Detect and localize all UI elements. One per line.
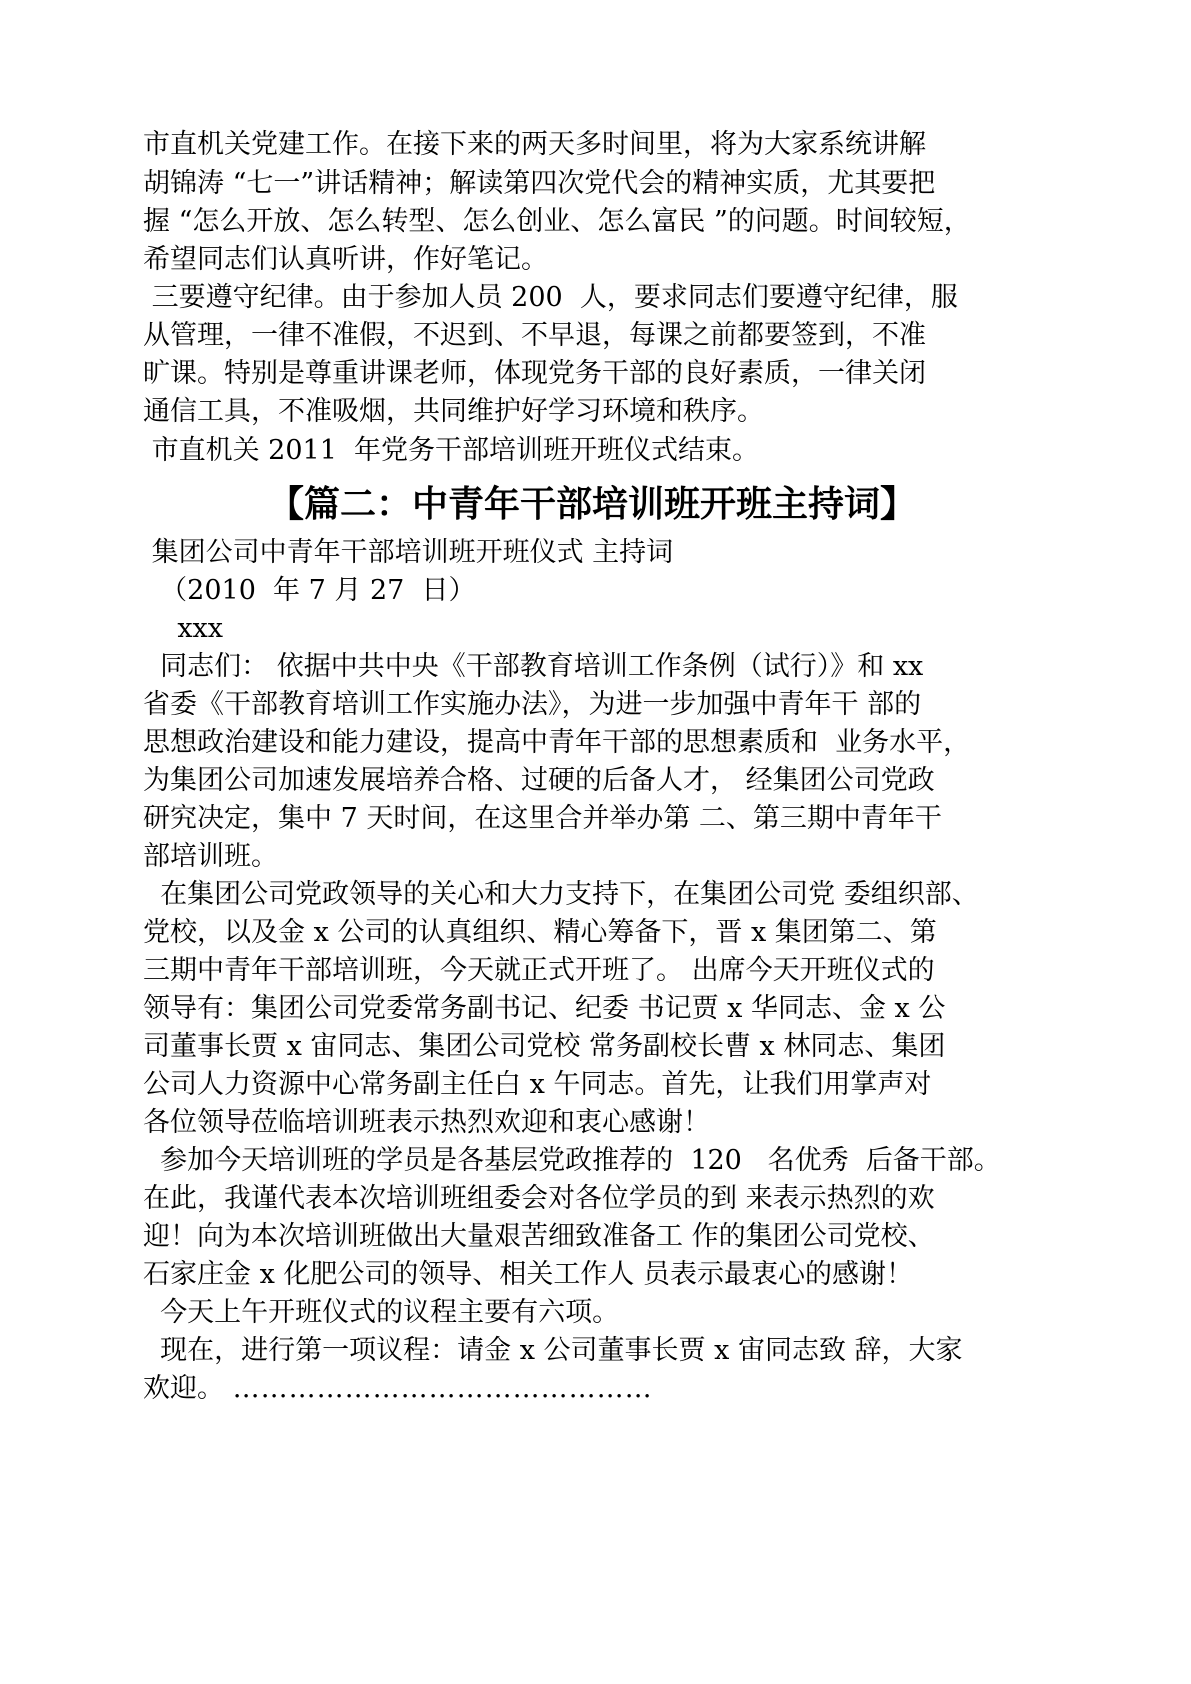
text-line: 今天上午开班仪式的议程主要有六项。 (143, 1297, 620, 1328)
text-line: 现在，进行第一项议程：请金 x 公司董事长贾 x 宙同志致 辞，大家 (143, 1335, 963, 1366)
text-line: 研究决定，集中 7 天时间，在这里合并举办第 二、第三期中青年干 (143, 803, 942, 834)
section-title: 【篇二：中青年干部培训班开班主持词】 (268, 483, 917, 525)
text-line: 在集团公司党政领导的关心和大力支持下，在集团公司党 委组织部、 (143, 879, 979, 910)
text-line: 领导有：集团公司党委常务副书记、纪委 书记贾 x 华同志、金 x 公 (143, 993, 946, 1024)
ellipsis-dots: ……………………………………… (232, 1373, 653, 1404)
text-line: 集团公司中青年干部培训班开班仪式 主持词 (143, 537, 674, 568)
text-line: 同志们： 依据中共中央《干部教育培训工作条例（试行）》和 xx (143, 651, 924, 682)
text-line: 胡锦涛 “七一”讲话精神；解读第四次党代会的精神实质，尤其要把 (143, 168, 936, 199)
text-line: 省委《干部教育培训工作实施办法》，为进一步加强中青年干 部的 (143, 689, 922, 720)
text-line: 市直机关党建工作。在接下来的两天多时间里，将为大家系统讲解 (143, 129, 926, 160)
text-line: 市直机关 2011 年党务干部培训班开班仪式结束。 (143, 435, 760, 466)
text-line: 部培训班。 (143, 841, 278, 872)
text-line: 在此，我谨代表本次培训班组委会对各位学员的到 来表示热烈的欢 (143, 1183, 935, 1214)
text-line: 旷课。特别是尊重讲课老师，体现党务干部的良好素质，一律关闭 (143, 358, 926, 389)
text-line (143, 1372, 653, 1406)
text-line: （2010 年 7 月 27 日） (143, 575, 476, 606)
text-line: 思想政治建设和能力建设，提高中青年干部的思想素质和 业务水平， (143, 727, 971, 758)
text-line: 三期中青年干部培训班，今天就正式开班了。 出席今天开班仪式的 (143, 955, 935, 986)
text-line: 从管理，一律不准假，不迟到、不早退，每课之前都要签到，不准 (143, 320, 926, 351)
text-line: 司董事长贾 x 宙同志、集团公司党校 常务副校长曹 x 林同志、集团 (143, 1031, 946, 1062)
text-line: 石家庄金 x 化肥公司的领导、相关工作人 员表示最衷心的感谢！ (143, 1259, 913, 1290)
text-line: xxx (143, 613, 224, 644)
text-line: 握 “怎么开放、怎么转型、怎么创业、怎么富民 ”的问题。时间较短， (143, 206, 971, 237)
text-line: 各位领导莅临培训班表示热烈欢迎和衷心感谢！ (143, 1107, 710, 1138)
text-line: 三要遵守纪律。由于参加人员 200 人，要求同志们要遵守纪律，服 (143, 282, 958, 313)
text-line: 党校，以及金 x 公司的认真组织、精心筹备下，晋 x 集团第二、第 (143, 917, 937, 948)
text-line: 参加今天培训班的学员是各基层党政推荐的 120 名优秀 后备干部。 (143, 1145, 1001, 1176)
text-line: 迎！向为本次培训班做出大量艰苦细致准备工 作的集团公司党校、 (143, 1221, 935, 1252)
text-line: 公司人力资源中心常务副主任白 x 午同志。首先，让我们用掌声对 (143, 1069, 932, 1100)
text-line: 为集团公司加速发展培养合格、过硬的后备人才， 经集团公司党政 (143, 765, 935, 796)
text-line: 通信工具，不准吸烟，共同维护好学习环境和秩序。 (143, 396, 764, 427)
text-line: 希望同志们认真听讲，作好笔记。 (143, 244, 548, 275)
text-span: 欢迎。 (143, 1373, 233, 1404)
